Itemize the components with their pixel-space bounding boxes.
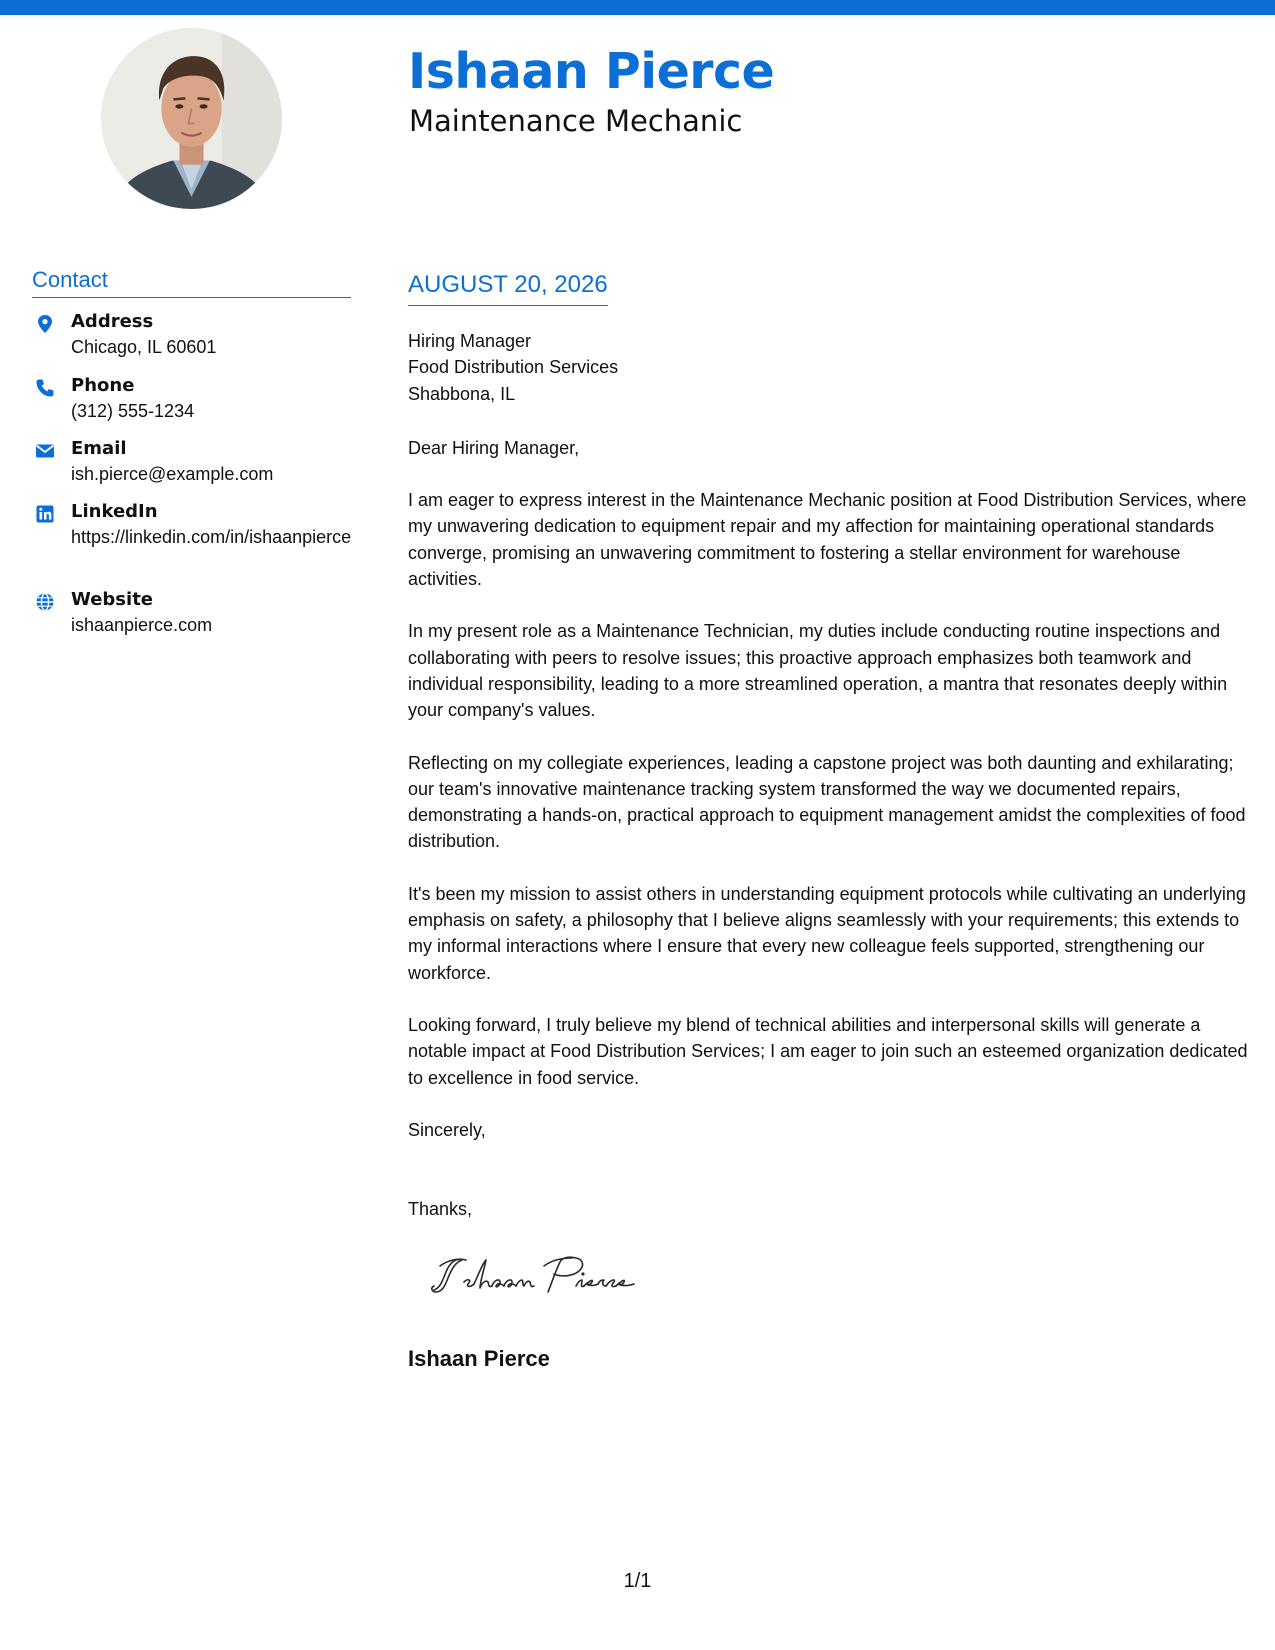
contact-label: Address — [71, 311, 154, 332]
contact-label: LinkedIn — [71, 501, 158, 522]
globe-icon — [35, 592, 55, 612]
page-number: 1/1 — [623, 1570, 652, 1592]
letter-paragraph: I am eager to express interest in the Maintenance Mechanic position at Food Distribution Services, where my unwavering dedication to equipment repair and my affection for maintaining operational standards converge, promising an unwavering commitment to fostering a stellar environment for warehouse activities. — [408, 490, 1247, 590]
letter-paragraph: Reflecting on my collegiate experiences, leading a capstone project was both daunting and exhilarating; our team's innovative maintenance tracking system transformed the way we documented repairs, demonstrating a hands-on, practical approach to equipment management amidst the complexities of food distribution. — [408, 752, 1246, 852]
contact-label: Email — [71, 438, 127, 459]
letter-date: AUGUST 20, 2026 — [408, 271, 608, 306]
mail-icon — [35, 441, 55, 461]
contact-value: Chicago, IL 60601 — [71, 337, 217, 357]
header-name: Ishaan Pierce — [408, 43, 775, 100]
contact-label: Phone — [71, 375, 135, 396]
recipient-line: Food Distribution Services — [408, 357, 619, 378]
letter-paragraph: Looking forward, I truly believe my blend of technical abilities and interpersonal skills will generate a notable impact at Food Distribution Services; I am eager to join such an esteemed organization dedicated to excellence in food service. — [408, 1014, 1248, 1088]
letter-body — [408, 328, 1253, 1222]
recipient-line: Shabbona, IL — [408, 383, 516, 404]
phone-icon — [35, 378, 55, 398]
linkedin-icon — [35, 504, 55, 524]
avatar — [101, 28, 282, 209]
contact-value[interactable]: https://linkedin.com/in/ishaanpierce — [71, 527, 352, 547]
contact-value[interactable]: ish.pierce@example.com — [71, 464, 274, 484]
contact-label: Website — [71, 589, 154, 610]
contact-value[interactable]: ishaanpierce.com — [71, 615, 213, 635]
thanks-line: Thanks, — [408, 1199, 473, 1220]
letter-paragraph: It's been my mission to assist others in understanding equipment protocols while cultivating an underlying emphasis on safety, a philosophy that I believe aligns seamlessly with your requirements; this extends to my informal interactions where I ensure that every new colleague feels supported, strengthening our workforce. — [408, 883, 1246, 983]
handwritten-signature — [426, 1252, 656, 1302]
signer-name: Ishaan Pierce — [408, 1346, 550, 1371]
letter-paragraph: In my present role as a Maintenance Technician, my duties include conducting routine inspections and collaborating with peers to resolve issues; this proactive approach emphasizes both teamwork and individual responsibility, leading to a more streamlined operation, a mantra that resonates deeply within your company's values. — [408, 621, 1228, 721]
header-job-title: Maintenance Mechanic — [409, 104, 743, 138]
recipient-block — [408, 328, 1253, 407]
contact-heading: Contact — [32, 267, 351, 298]
recipient-line: Hiring Manager — [408, 331, 532, 351]
contact-value: (312) 555-1234 — [71, 401, 195, 421]
top-accent-bar — [0, 0, 1275, 15]
closing: Sincerely, — [408, 1119, 486, 1140]
salutation: Dear Hiring Manager, — [408, 437, 580, 458]
map-pin-icon — [35, 314, 55, 334]
